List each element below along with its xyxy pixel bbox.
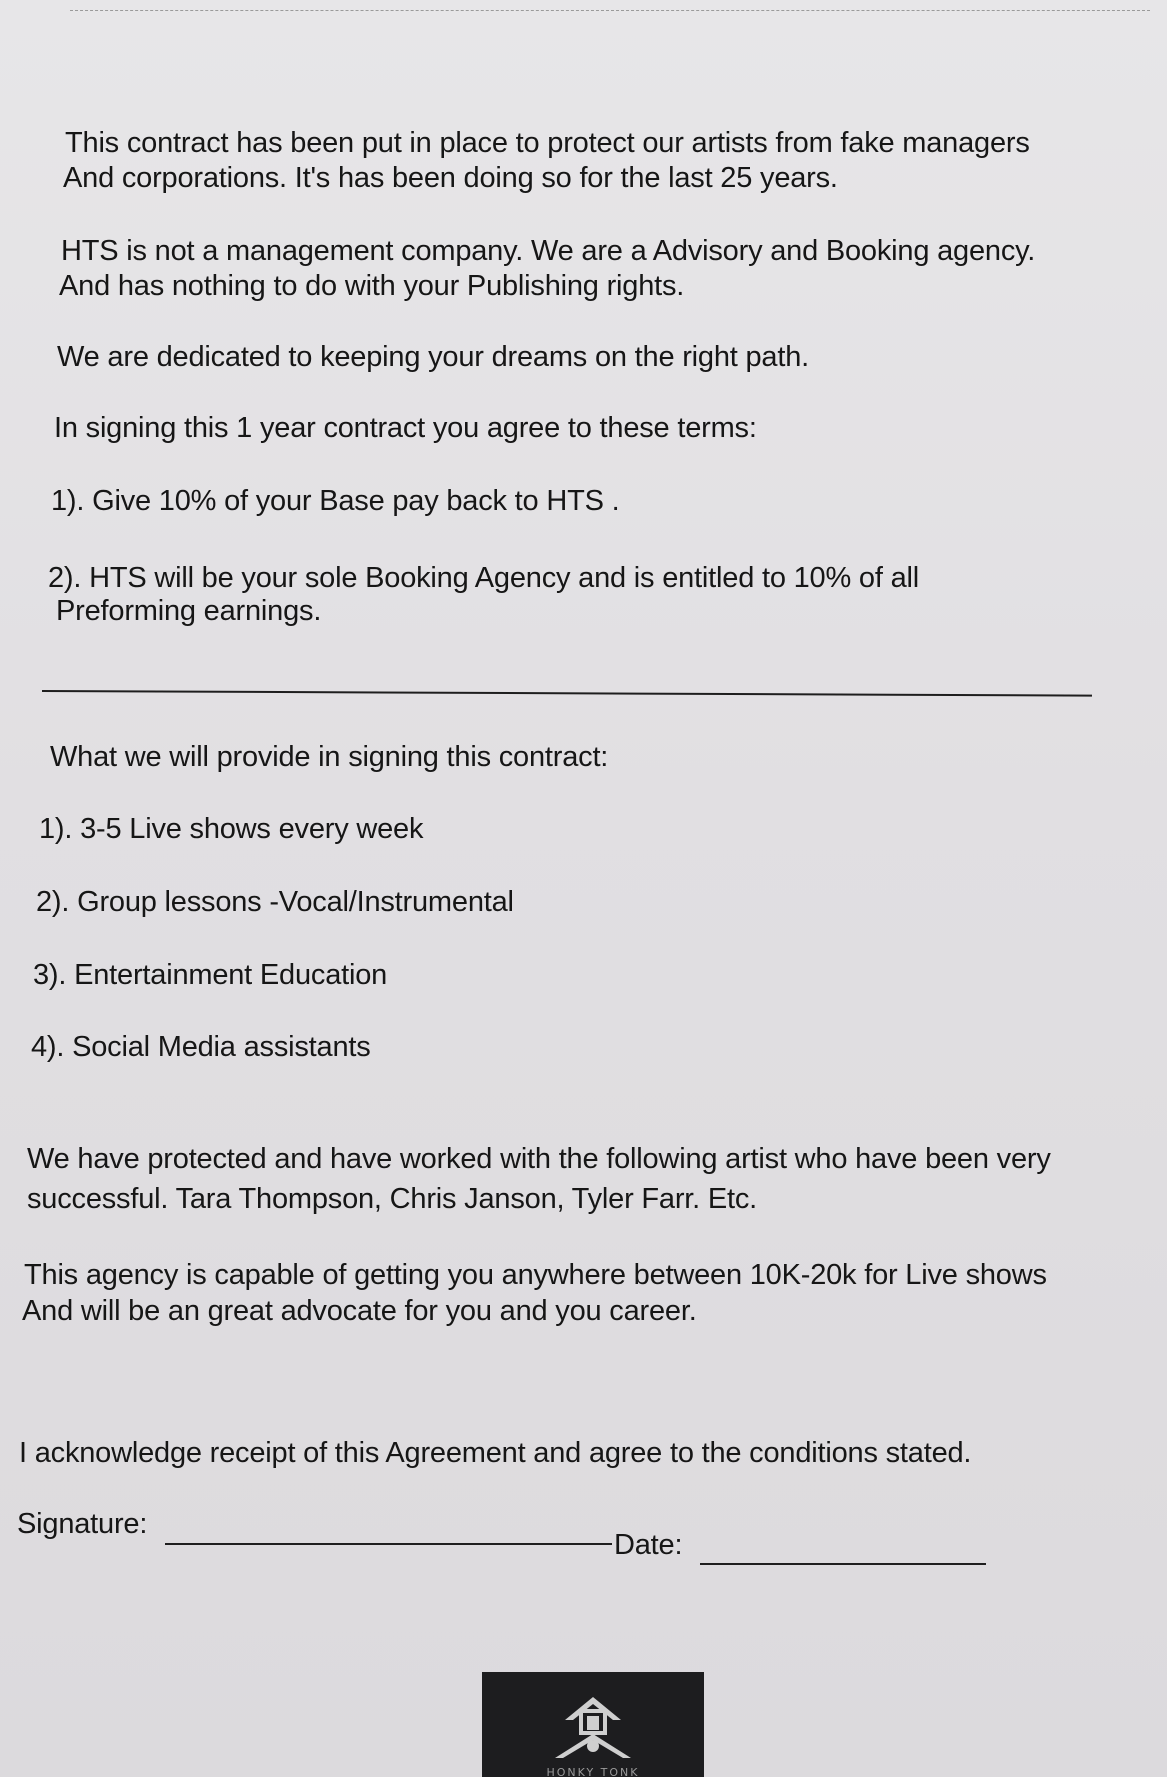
house-icon — [543, 1694, 643, 1764]
logo-text: HONKY TONK — [546, 1766, 640, 1777]
provide-item: 3). Entertainment Education — [33, 959, 388, 991]
provide-item: 2). Group lessons -Vocal/Instrumental — [36, 886, 514, 918]
date-label: Date: — [614, 1529, 683, 1561]
terms-intro: In signing this 1 year contract you agree to these terms: — [54, 412, 757, 444]
protected-line-1: We have protected and have worked with the following artist who have been very — [27, 1143, 1051, 1175]
hts-line-1: HTS is not a management company. We are a Advisory and Booking agency. — [61, 235, 1036, 267]
top-dashed-rule — [70, 10, 1150, 11]
provide-item: 4). Social Media assistants — [31, 1031, 371, 1063]
intro-line-1: This contract has been put in place to protect our artists from fake managers — [65, 127, 1030, 159]
section-divider — [42, 690, 1092, 697]
protected-line-2: successful. Tara Thompson, Chris Janson, Tyler Farr. Etc. — [27, 1183, 758, 1215]
acknowledge-statement: I acknowledge receipt of this Agreement and agree to the conditions stated. — [19, 1437, 972, 1469]
term-2-line-2: Preforming earnings. — [56, 595, 322, 627]
signature-label: Signature: — [17, 1508, 148, 1540]
capable-line-1: This agency is capable of getting you anywhere between 10K-20k for Live shows — [24, 1259, 1047, 1291]
provide-item: 1). 3-5 Live shows every week — [39, 813, 424, 845]
signature-field[interactable] — [165, 1543, 612, 1545]
honky-tonk-logo — [482, 1672, 704, 1777]
capable-line-2: And will be an great advocate for you and you career. — [22, 1295, 697, 1327]
term-1: 1). Give 10% of your Base pay back to HTS . — [51, 485, 620, 517]
date-field[interactable] — [700, 1563, 986, 1565]
intro-line-2: And corporations. It's has been doing so for the last 25 years. — [63, 162, 838, 194]
hts-line-2: And has nothing to do with your Publishing rights. — [59, 270, 685, 302]
dedicated-statement: We are dedicated to keeping your dreams on the right path. — [57, 341, 810, 373]
provide-intro: What we will provide in signing this contract: — [50, 741, 609, 773]
term-2-line-1: 2). HTS will be your sole Booking Agency and is entitled to 10% of all — [48, 562, 919, 594]
